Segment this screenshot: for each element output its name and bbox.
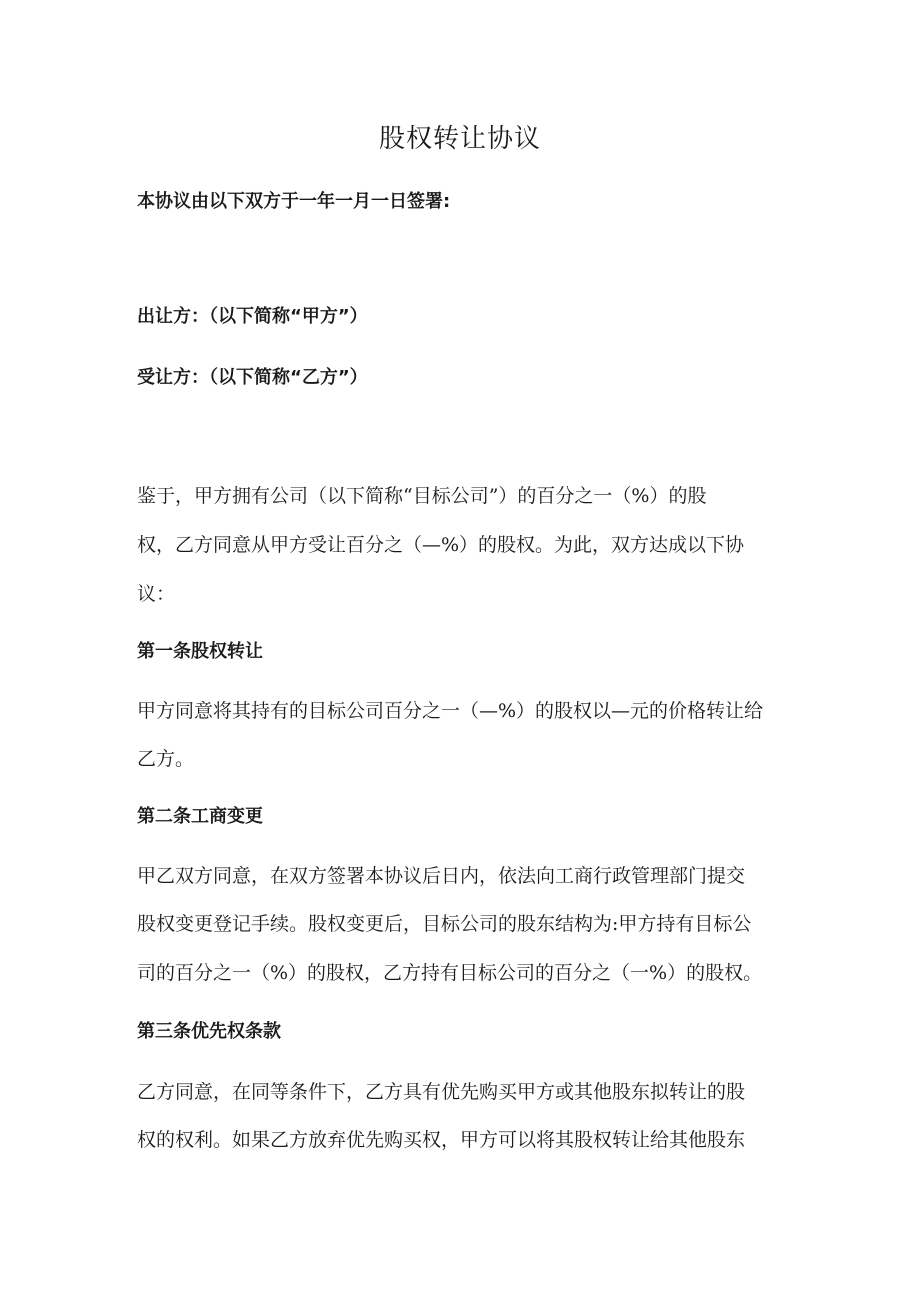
preamble-line: 权，乙方同意从甲方受让百分之（—%）的股权。为此，双方达成以下协: [137, 534, 745, 556]
preamble-line: 鉴于，甲方拥有公司（以下简称“目标公司”）的百分之一（%）的股: [137, 485, 707, 507]
party-a-line: 出让方：（以下简称“甲方”）: [137, 306, 368, 327]
article-1-line: 乙方。: [137, 748, 195, 770]
article-3-heading: 第三条优先权条款: [137, 1021, 281, 1042]
article-3-line: 权的权利。如果乙方放弃优先购买权，甲方可以将其股权转让给其他股东: [137, 1129, 746, 1151]
article-2-line: 甲乙双方同意，在双方签署本协议后日内，依法向工商行政管理部门提交: [137, 865, 746, 887]
article-3-line: 乙方同意，在同等条件下，乙方具有优先购买甲方或其他股东拟转让的股: [137, 1081, 746, 1103]
preamble-line: 议：: [137, 583, 176, 605]
article-1-line: 甲方同意将其持有的目标公司百分之一（—%）的股权以—元的价格转让给: [137, 700, 764, 722]
party-b-line: 受让方：（以下简称“乙方”）: [137, 367, 368, 388]
document-title: 股权转让协议: [378, 124, 541, 154]
article-2-heading: 第二条工商变更: [137, 806, 263, 827]
article-2-line: 股权变更登记手续。股权变更后，目标公司的股东结构为:甲方持有目标公: [137, 913, 752, 935]
article-1-heading: 第一条股权转让: [137, 641, 263, 662]
intro-line: 本协议由以下双方于一年一月一日签署:: [137, 191, 451, 212]
article-2-line: 司的百分之一（%）的股权，乙方持有目标公司的百分之（一%）的股权。: [137, 962, 763, 984]
